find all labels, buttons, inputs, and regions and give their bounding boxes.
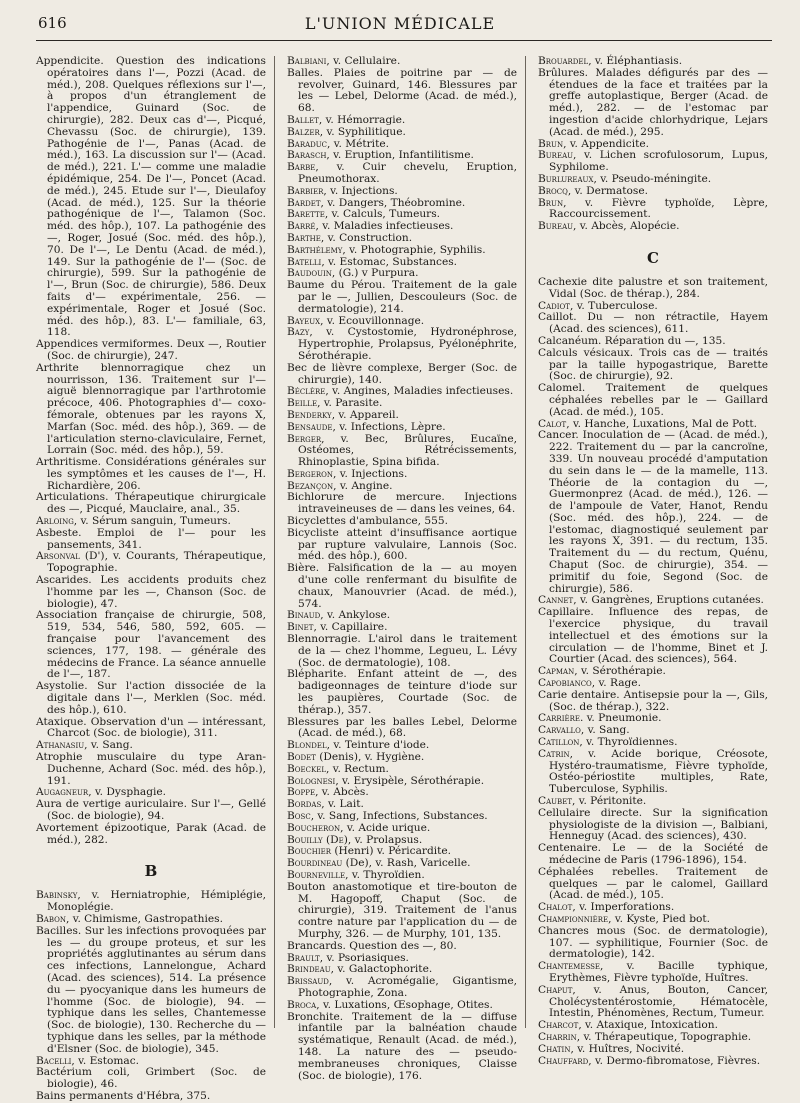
entry-text: , v. Dermo-fibromatose, Fièvres. xyxy=(588,1054,761,1067)
entry-author: Babon xyxy=(36,912,66,925)
index-entry xyxy=(36,926,266,1056)
entry-author: Barasch xyxy=(287,149,327,162)
entry-text: Bicycliste atteint d'insuffisance aortique par rupture valvulaire, Lannois (Soc. méd. des hôp.), 600. xyxy=(287,526,517,563)
entry-author: Balbiani xyxy=(287,55,327,67)
index-column-1 xyxy=(36,55,275,1102)
entry-author: Bardet xyxy=(287,196,321,209)
entry-author: Barbe xyxy=(287,161,316,174)
entry-author: Bureau xyxy=(538,220,574,233)
entry-text: , v. Rage. xyxy=(591,677,641,690)
index-entry xyxy=(287,528,517,563)
index-columns xyxy=(36,55,776,1102)
entry-author: Bodet xyxy=(287,751,316,764)
entry-text: , v. Syphilitique. xyxy=(319,125,406,138)
entry-text: Avortement épizootique, Parak (Acad. de méd.), 282. xyxy=(36,821,266,846)
entry-author: Bensaude xyxy=(287,420,333,433)
entry-text: , v. Photographie, Syphilis. xyxy=(342,243,486,256)
entry-author: Capman xyxy=(538,665,575,678)
entry-text: , v. Huîtres, Nocivité. xyxy=(570,1042,685,1055)
entry-text: Baume du Pérou. Traitement de la gale par le —, Jullien, Descouleurs (Soc. de dermatologie), 214. xyxy=(287,279,517,315)
index-entry xyxy=(36,528,266,552)
entry-text: , v. Teinture d'iode. xyxy=(326,739,430,752)
entry-text: Blennorragie. L'airol dans le traitement de la — chez l'homme, Legueu, L. Lévy (Soc. de dermatologie), 108. xyxy=(287,633,517,669)
entry-text: Carie dentaire. Antisepsie pour la —, Gils, (Soc. de thérap.), 322. xyxy=(538,688,768,713)
index-entry xyxy=(538,808,768,843)
entry-author: Binaud xyxy=(287,609,321,622)
index-entry xyxy=(36,363,266,457)
entry-text: Appendices vermiformes. Deux —, Routier (Soc. de chirurgie), 247. xyxy=(36,338,266,362)
entry-author: Charcot xyxy=(538,1019,579,1032)
entry-text: , v. Péritonite. xyxy=(571,795,647,808)
entry-author: Caubet xyxy=(538,795,572,808)
entry-text: , v. Rectum. xyxy=(325,762,389,775)
entry-author: Carrière xyxy=(538,712,580,725)
entry-text: , v. Abcès, Alopécie. xyxy=(573,220,680,233)
entry-author: Barthe xyxy=(287,231,321,244)
section-letter: B xyxy=(144,862,158,881)
index-entry xyxy=(538,867,768,902)
entry-author: Cadiot xyxy=(538,299,570,312)
entry-text: Aura de vertige auriculaire. Sur l'—, Gellé (Soc. de biologie), 94. xyxy=(36,798,266,822)
entry-text: , v. Appareil. xyxy=(331,408,399,421)
entry-text: , v. Métrite. xyxy=(327,137,389,150)
entry-text: , v. Bec, Brûlures, Eucaïne, Ostéomes, Rétrécissements, Rhinoplastie, Spina bifida. xyxy=(298,432,517,469)
entry-text: , v. Éléphantiasis. xyxy=(588,55,683,67)
entry-author: Barré xyxy=(287,220,316,233)
entry-text: Blessures par les balles Lebel, Delorme (Acad. de méd.), 68. xyxy=(287,715,517,740)
header-rule xyxy=(36,40,772,41)
entry-text: , v. Estomac, Substances. xyxy=(321,255,458,268)
entry-text: , v. Anus, Bouton, Cancer, Cholécystentérostomie, Hématocèle, Intestin, Phénomènes, Rectum, Tumeur. xyxy=(549,983,768,1020)
entry-text: , v. Hanche, Luxations, Mal de Pott. xyxy=(566,417,758,430)
entry-author: Bordas xyxy=(287,798,322,811)
entry-text: , v. Ankylose. xyxy=(320,609,391,622)
running-title: L'UNION MÉDICALE xyxy=(304,14,496,33)
entry-text: (Henri) v. Péricardite. xyxy=(331,845,452,858)
index-entry xyxy=(538,607,768,666)
entry-author: Baudouin xyxy=(287,267,332,280)
entry-author: Bayeux xyxy=(287,314,321,327)
entry-text: , v. Eruption, Infantilitisme. xyxy=(326,149,474,162)
entry-text: , v. Estomac. xyxy=(71,1054,140,1067)
entry-text: , v. Psoriasiques. xyxy=(319,951,409,964)
entry-author: Brocq xyxy=(538,184,568,197)
entry-author: Barthélemy xyxy=(287,243,343,256)
section-letter: C xyxy=(647,248,659,267)
entry-author: Balzer xyxy=(287,125,320,138)
index-entry xyxy=(36,1067,266,1091)
entry-text: , v. Thérapeutique, Topographie. xyxy=(576,1030,752,1043)
entry-text: Bicyclettes d'ambulance, 555. xyxy=(287,515,448,528)
entry-text: Chancres mous (Soc. de dermatologie), 107. — syphilitique, Fournier (Soc. de dermatologie), 142. xyxy=(538,924,768,961)
index-entry xyxy=(538,221,768,233)
entry-author: Bolognesi xyxy=(287,774,336,787)
entry-author: Charrin xyxy=(538,1030,577,1043)
entry-text: Asbeste. Emploi de l'— pour les pansements, 341. xyxy=(36,526,266,551)
entry-text: , v. Kyste, Pied bot. xyxy=(608,912,710,925)
index-entry xyxy=(538,277,768,301)
entry-text: Atrophie musculaire du type Aran-Duchenne, Achard (Soc. méd. des hôp.), 191. xyxy=(36,751,266,787)
entry-author: Batelli xyxy=(287,255,322,268)
entry-author: Chatin xyxy=(538,1042,571,1055)
entry-text: , v. Sang. xyxy=(84,739,133,752)
entry-text: Calcanéum. Réparation du —, 135. xyxy=(538,334,726,347)
entry-author: Chalot xyxy=(538,901,573,914)
index-entry xyxy=(287,327,517,362)
entry-text: , v. Sérum sanguin, Tumeurs. xyxy=(73,515,231,528)
entry-text: , v. Angines, Maladies infectieuses. xyxy=(325,385,514,398)
entry-author: Beille xyxy=(287,397,318,410)
index-entry xyxy=(36,551,266,575)
entry-author: Calot xyxy=(538,417,567,430)
entry-author: Chauffard xyxy=(538,1054,589,1067)
entry-text: , v. Acromégalie, Gigantisme, Photographie, Zona. xyxy=(298,975,517,999)
entry-text: Articulations. Thérapeutique chirurgicale des —, Picqué, Mauclaire, anal., 35. xyxy=(36,491,266,516)
entry-text: Asystolie. Sur l'action dissociée de la digitale dans l'—, Merklen (Soc. méd. des hôp.), 610. xyxy=(36,680,266,716)
entry-author: Bourdineau xyxy=(287,857,343,870)
entry-author: Boeckel xyxy=(287,762,326,775)
entry-author: Bosc xyxy=(287,810,311,822)
entry-text: Bouton anastomotique et tire-bouton de M. Hagopoff, Chaput (Soc. de chirurgie), 319. Traitement de l'anus contre nature par l'application du — de Murphy, 326. — de Murphy, 101, 135. xyxy=(287,880,517,940)
index-entry xyxy=(538,348,768,383)
entry-text: , v. Cellulaire. xyxy=(326,55,401,67)
entry-text: , v. Sérothérapie. xyxy=(574,665,666,678)
index-column-2 xyxy=(287,55,526,1082)
entry-author: Chantemesse xyxy=(538,960,601,973)
entry-author: Benderky xyxy=(287,408,332,421)
entry-author: Boucheron xyxy=(287,821,341,834)
entry-text: , v. Prolapsus. xyxy=(347,833,423,846)
entry-author: Arsonval (D') xyxy=(36,550,105,563)
entry-author: Bouchier xyxy=(287,845,332,858)
index-entry xyxy=(36,681,266,716)
entry-text: , v. Injections. xyxy=(333,467,408,480)
index-entry xyxy=(538,690,768,714)
index-entry xyxy=(287,1012,517,1083)
index-entry xyxy=(287,434,517,469)
entry-text: Bronchite. Traitement de la — diffuse infantile par la balnéation chaude systématique, Renault (Acad. de méd.), 148. La nature des — pseudo-membraneuses chroniques, Claisse (Soc. de biologie), 176. xyxy=(287,1010,517,1082)
entry-text: Association française de chirurgie, 508, 519, 534, 546, 580, 592, 605. — française pour l'avancement des sciences, 177, 198. — générale des médecins de France. La séance annuelle de l'—, 187. xyxy=(36,609,266,681)
index-entry xyxy=(538,383,768,418)
entry-author: Augagneur xyxy=(36,786,89,799)
index-entry xyxy=(538,68,768,139)
entry-text: , v. Thyroïdiennes. xyxy=(579,736,678,749)
entry-text: Balles. Plaies de poitrine par — de revolver, Guinard, 146. Blessures par les — Lebel, Delorme (Acad. de méd.), 68. xyxy=(287,66,517,115)
entry-author: Brouardel xyxy=(538,55,589,67)
entry-author: Championnière xyxy=(538,912,609,925)
entry-text: Appendicite. Question des indications opératoires dans l'—, Pozzi (Acad. de méd.), 208. Quelques réflexions sur l'—, à propos d'un étranglement de l'appendice, Guinard (Soc. de chirurgie), 282. Deux cas d'—, Picqué, Chevassu (Soc. de chirurgie), 139. Pathogénie de l'—, Panas (Acad. de méd.), 163. La discussion sur l'— (Acad. de méd.), 221. L'— comme une maladie épidémique, 254. De l'—, Poncet (Acad. de méd.), 245. Etude sur l'—, Dieulafoy (Acad. de méd.), 125. Sur la théorie pathogénique de l'—, Talamon (Soc. méd. des hôp.), 107. La pathogénie des —, Roger, Josué (Soc. méd. des hôp.), 70. De l'—, Le Dentu (Acad. de méd.), 149. Sur la pathogénie de l'— (Soc. de chirurgie), 599. Sur la pathogénie de l'—, Brun (Soc. de chirurgie), 586. Deux faits d'— expérimentale, 256. — expérimentale, Roger et Josué (Soc. méd. des hôp.), 83. L'— familiale, 63, 118. xyxy=(36,55,266,339)
entry-author: Boppe xyxy=(287,786,316,799)
entry-text: , v. Construction. xyxy=(320,231,413,244)
entry-author: Bureau xyxy=(538,149,574,162)
index-entry xyxy=(287,68,517,115)
index-entry xyxy=(287,669,517,716)
entry-text: , (G.) v Purpura. xyxy=(331,267,419,280)
entry-text: Calomel. Traitement de quelques céphalées rebelles par le — Gaillard (Acad. de méd.), 105. xyxy=(538,382,768,418)
entry-text: Capillaire. Influence des repas, de l'exercice physique, du travail intellectuel et des émotions sur la circulation — de l'homme, Binet et J. Courtier (Acad. des sciences), 564. xyxy=(538,606,768,666)
entry-text: , v. Bacille typhique, Erythèmes, Fièvre typhoïde, Huîtres. xyxy=(549,960,768,984)
index-entry xyxy=(287,976,517,1000)
entry-text: Bec de lièvre complexe, Berger (Soc. de chirurgie), 140. xyxy=(287,361,517,386)
entry-text: . v. Pneumonie. xyxy=(579,712,662,725)
entry-text: , v. Fièvre typhoïde, Lèpre, Raccourcissement. xyxy=(549,196,768,221)
entry-author: Barette xyxy=(287,208,325,221)
entry-text: , v. Cuir chevelu, Eruption, Pneumothorax. xyxy=(298,161,517,185)
entry-author: Brun xyxy=(538,137,564,150)
index-entry xyxy=(36,339,266,363)
index-entry xyxy=(538,1056,768,1068)
entry-text: , v. Sang, Infections, Substances. xyxy=(310,810,488,822)
entry-text: , v. Ataxique, Intoxication. xyxy=(578,1019,718,1032)
index-entry xyxy=(538,926,768,961)
index-entry xyxy=(287,162,517,186)
entry-text: Blépharite. Enfant atteint de —, des badigeonnages de teinture d'iode sur les paupières, Courtade (Soc. de thérap.), 357. xyxy=(287,668,517,716)
index-entry xyxy=(538,312,768,336)
entry-author: Burlureaux xyxy=(538,172,594,185)
entry-author: Béclère xyxy=(287,385,326,398)
entry-text: Ataxique. Observation d'un — intéressant, Charcot (Soc. de biologie), 311. xyxy=(36,715,266,740)
entry-text: Centenaire. Le — de la Société de médecine de Paris (1796-1896), 154. xyxy=(538,842,768,866)
entry-text: , v. Calculs, Tumeurs. xyxy=(324,208,441,221)
entry-author: Broca xyxy=(287,998,317,1011)
entry-author: Catillon xyxy=(538,736,580,749)
entry-author: Chaput xyxy=(538,983,573,996)
entry-text: , v. Tuberculose. xyxy=(569,299,658,312)
entry-text: , v. Ecouvillonnage. xyxy=(320,314,425,327)
index-entry xyxy=(538,985,768,1020)
page-number: 616 xyxy=(38,14,67,32)
entry-text: Bactérium coli, Grimbert (Soc. de biologie), 46. xyxy=(36,1066,266,1091)
entry-author: Arloing xyxy=(36,515,74,528)
entry-text: Bichlorure de mercure. Injections intraveineuses de — dans les veines, 64. xyxy=(287,491,517,516)
entry-text: Céphalées rebelles. Traitement de quelques — par le calomel, Gaillard (Acad. de méd.), 105. xyxy=(538,865,768,902)
entry-text: , v. Luxations, Œsophage, Otites. xyxy=(316,998,493,1011)
index-entry xyxy=(538,961,768,985)
entry-text: , v. Galactophorite. xyxy=(330,963,433,976)
index-entry xyxy=(287,717,517,741)
entry-author: Brissaud xyxy=(287,975,329,988)
entry-text: , v. Maladies infectieuses. xyxy=(315,220,454,233)
entry-text: Cancer. Inoculation de — (Acad. de méd.), 222. Traitement du — par la cancroïne, 339. Un nouveau procédé d'amputation du sein dans le — de la mamelle, 113. Théorie de la contagion du —, Guermonprez (Acad. de méd.), 126. — de l'ampoule de Vater, Hanot, Rendu (Soc. méd. des hôp.), 224. — de l'estomac, diagnostiqué seulement par les rayons X, 391. — du rectum, 135. Traitement du — du rectum, Quénu, Chaput (Soc. de chirurgie), 354. — primitif du foie, Segond (Soc. de chirurgie), 586. xyxy=(538,429,768,595)
index-entry xyxy=(287,492,517,516)
entry-author: Bacelli xyxy=(36,1054,72,1067)
entry-text: (De), v. Rash, Varicelle. xyxy=(342,857,471,870)
index-entry xyxy=(287,280,517,315)
index-entry xyxy=(287,363,517,387)
entry-author: Baraduc xyxy=(287,137,328,150)
index-entry xyxy=(36,752,266,787)
entry-text: Ascarides. Les accidents produits chez l'homme par les —, Chanson (Soc. de biologie), 47. xyxy=(36,574,266,610)
index-entry xyxy=(538,150,768,174)
entry-author: Bergeron xyxy=(287,467,334,480)
index-entry xyxy=(538,749,768,796)
entry-author: Berger xyxy=(287,432,322,445)
index-entry xyxy=(287,882,517,941)
entry-text: , v. Parasite. xyxy=(317,397,383,410)
entry-author: Ballet xyxy=(287,113,319,126)
index-entry xyxy=(36,823,266,847)
index-entry xyxy=(538,430,768,595)
entry-text: , v. Lichen scrofulosorum, Lupus, Syphilome. xyxy=(549,149,768,174)
entry-text: , v. Infections, Lèpre. xyxy=(332,420,446,433)
entry-text: , v. Lait. xyxy=(321,798,364,811)
index-entry xyxy=(36,717,266,741)
entry-author: Bouilly (De) xyxy=(287,833,348,846)
entry-author: Blondel xyxy=(287,739,327,752)
index-entry xyxy=(36,890,266,914)
index-entry xyxy=(538,198,768,222)
entry-text: , v. Erysipèle, Sérothérapie. xyxy=(335,774,485,787)
index-entry xyxy=(36,575,266,610)
index-entry xyxy=(36,457,266,492)
entry-text: , v. Pseudo-méningite. xyxy=(593,172,712,185)
entry-text: , v. Dermatose. xyxy=(567,184,648,197)
entry-author: Binet xyxy=(287,621,314,634)
index-entry xyxy=(36,1091,266,1103)
entry-author: Athanasiu xyxy=(36,739,85,752)
entry-text: , v. Hémorragie. xyxy=(318,113,406,126)
entry-text: , v. Chimisme, Gastropathies. xyxy=(65,912,223,925)
entry-text: , v. Gangrènes, Eruptions cutanées. xyxy=(573,594,764,607)
entry-author: Babinsky xyxy=(36,889,78,902)
index-entry xyxy=(287,563,517,610)
entry-author: Brindeau xyxy=(287,963,331,976)
entry-author: Barbier xyxy=(287,184,324,197)
entry-author: Cannet xyxy=(538,594,574,607)
index-entry xyxy=(36,492,266,516)
entry-text: , v. Angine. xyxy=(333,479,393,492)
entry-text: , v. Acide urique. xyxy=(340,821,431,834)
entry-text: Cachexie dite palustre et son traitement, Vidal (Soc. de thérap.), 284. xyxy=(538,275,768,300)
entry-text: Brûlures. Malades défigurés par des — étendues de la face et traitées par la greffe autoplastique, Berger (Acad. de méd.), 282. — de l'estomac par ingestion d'acide chlorhydrique, Lejars (Acad. de méd.), 295. xyxy=(538,66,768,138)
entry-text: , v. Dangers, Théobromine. xyxy=(320,196,466,209)
entry-text: Bains permanents d'Hébra, 375. xyxy=(36,1089,211,1102)
entry-text: (Denis), v. Hygiène. xyxy=(315,751,425,764)
entry-text: , v. Appendicite. xyxy=(563,137,649,150)
index-column-3 xyxy=(538,55,776,1067)
entry-author: Bazy xyxy=(287,326,310,339)
page-header xyxy=(28,14,772,42)
entry-text: , v. Injections. xyxy=(323,184,398,197)
entry-text: , v. Dysphagie. xyxy=(88,786,167,799)
entry-text: , v. Abcès. xyxy=(315,786,369,799)
entry-text: Brancards. Question des —, 80. xyxy=(287,939,457,952)
entry-text: , v. Sang. xyxy=(580,724,630,737)
entry-text: , v. Cystostomie, Hydronéphrose, Hypertrophie, Prolapsus, Pyélonéphrite, Sérothérapie. xyxy=(298,326,517,362)
entry-text: Cellulaire directe. Sur la signification physiologiste de la division —, Balbiani, Henneguy (Acad. des sciences), 430. xyxy=(538,806,768,843)
entry-text: , v. Capillaire. xyxy=(313,621,388,634)
index-entry xyxy=(36,56,266,339)
entry-author: Catrin xyxy=(538,747,570,760)
entry-author: Carvallo xyxy=(538,724,581,737)
entry-text: Arthritisme. Considérations générales sur les symptômes et les causes de l'—, H. Richardière, 206. xyxy=(36,456,266,492)
entry-text: , v. Courants, Thérapeutique, Topographie. xyxy=(47,550,267,575)
entry-text: Arthrite blennorragique chez un nourrisson, 136. Traitement sur l'— aiguë blennorragique par l'arthrotomie précoce, 406. Photographies d'— coxo-fémorale, obtenues par les rayons X, Marfan (Soc. méd. des hôp.), 369. — de l'articulation sterno-claviculaire, Fernet, Lorrain (Soc. méd. des hôp.), 59. xyxy=(36,361,266,457)
entry-text: Calculs vésicaux. Trois cas de — traités par la taille hypogastrique, Barette (Soc. de chirurgie), 92. xyxy=(538,346,768,383)
entry-author: Brun xyxy=(538,196,564,209)
entry-text: Caillot. Du — non rétractile, Hayem (Acad. des sciences), 611. xyxy=(538,311,768,336)
entry-text: Bacilles. Sur les infections provoquées par les — du groupe proteus, et sur les propriétés agglutinantes au sérum dans ces infections, Lannelongue, Achard (Acad. des sciences), 514. La présence du — pyocyanique dans les humeurs de l'homme (Soc. de biologie), 94. — typhique dans les selles, Chantemesse (Soc. de biologie), 130. Recherche du — typhique dans les selles, par la méthode d'Elsner (Soc. de biologie), 345. xyxy=(36,924,266,1055)
index-entry xyxy=(287,634,517,669)
index-entry xyxy=(36,610,266,681)
entry-author: Bezançon xyxy=(287,479,334,492)
entry-text: Bière. Falsification de la — au moyen d'une colle renfermant du bisulfite de chaux, Manouvrier (Acad. de méd.), 574. xyxy=(287,562,517,610)
entry-author: Brault xyxy=(287,951,320,964)
index-entry xyxy=(36,799,266,823)
entry-author: Bourneville xyxy=(287,868,346,881)
entry-text: , v. Acide borique, Créosote, Hystéro-traumatisme, Fièvre typhoïde, Ostéo-périostite multiples, Rate, Tuberculose, Syphilis. xyxy=(549,747,768,796)
index-entry xyxy=(538,843,768,867)
entry-text: , v. Herniatrophie, Hémiplégie, Monoplégie. xyxy=(47,889,266,914)
entry-text: , v. Imperforations. xyxy=(572,901,675,914)
entry-text: , v. Thyroïdien. xyxy=(345,868,425,881)
entry-author: Capobianco xyxy=(538,677,592,690)
